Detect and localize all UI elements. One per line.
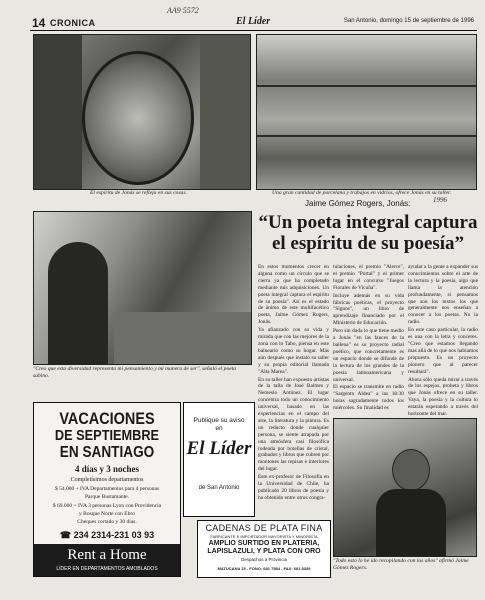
ad-brand-bar: [34, 544, 180, 576]
paragraph: ayudar a la gente a expander sus conocimientos sobre el arte de la lectura y la poesía, algo que llama la atención profundamente, si pensamos que son los textos los que generalmente nos enseñan a conocer a los poetas. No la radio.: [408, 264, 478, 326]
handwritten-note: AA9 5572: [167, 6, 199, 15]
place-date: San Antonio, domingo 15 de septiembre de 1996: [343, 18, 474, 24]
photo-poet-bottles: [333, 418, 477, 557]
paragraph: tulaciones, el premio "Alerce", el premio "Portal" y el primer lugar en el concurso "Juegos Florales de Vicuña".: [333, 264, 404, 291]
person-body: [376, 489, 446, 556]
shelf-dark: [34, 35, 82, 189]
paragraph: En estos momentos crecer en alguna como un círculo que se cierra ya que ha completado mediante mis adquisiciones. Un poeta integral captura el espíritu de su poesía". Así es el estado de ánimo de este multifacético poeta, Jaime Gómez Rogers, Jonás.: [258, 264, 329, 326]
ad-line: Completísimos departamentos: [70, 477, 144, 483]
photo-mirror-reflection: [33, 34, 251, 190]
ad-subtitle: 4 días y 3 noches: [74, 464, 139, 474]
person-head: [392, 449, 430, 491]
ad-publique-el-lider[interactable]: [183, 402, 255, 517]
ad-lider-top: Publique su aviso en: [193, 417, 245, 432]
ad-line: Parque Bustamante.: [85, 494, 129, 500]
paragraph: Incluye además en su vida fábricas poéticas, el proyecto "Signos", un libro de aprendizaje financiado por el Ministerio de Educación.: [333, 292, 404, 327]
paragraph: Pero sin duda lo que tiene medio a Jonás "en las fauces de la ballena" es su proyecto radial poético, que concretamente es un espacio donde se difunde de la lectura de los grandes de la poesía latinoamericana y universal.: [333, 328, 404, 383]
shelf-right: [200, 35, 250, 189]
article-column-2: [333, 264, 404, 414]
ad-line: Cheques cortado y 30 días.: [77, 519, 137, 525]
ad-cadenas-plata[interactable]: [197, 520, 331, 578]
ad-line: y Bosque Norte con Ebro: [79, 511, 135, 517]
article-column-3: [408, 264, 478, 418]
ad-cadenas-sub1: FABRICANTE E IMPORTADOR MAYORISTA Y MINORISTA: [210, 534, 318, 539]
ad-cadenas-sub2: AMPLIO SURTIDO EN PLATERIA,: [208, 540, 320, 547]
paragraph: Este ex-profesor de Filosofía en la Universidad de Chile, ha publicado 20 libros de poesía y ha obtenido entre otros congra-: [258, 474, 329, 501]
ad-phone-number: 234 2314-231 03 93: [73, 530, 155, 540]
ad-brand: Rent a Home: [67, 547, 147, 563]
ad-line: $ 69.000 + IVA 3 personas Lyon con Providencia: [52, 503, 162, 509]
ad-cadenas-footer: MATUCANA 15 - FONO: 681 7584 - FAX: 681 8339: [217, 566, 311, 571]
caption-top-left: El espíritu de Jonás se refleja en sus cosas.: [90, 190, 187, 196]
paragraph: Ya afianzado con su vida y mirada que con las mejores de la zona con lo Tabo, piensa en este balneario como su hogar. Más aún después que instaló su taller y su propia editorial llamada "Alta Marea".: [258, 327, 329, 375]
phone-icon: ☎: [59, 530, 72, 540]
table-surface: [114, 312, 251, 364]
ad-title-line1: VACACIONES: [59, 409, 155, 428]
paragraph: En su taller han expuesto artistas de la talla de José Balmes y Nemesio Antúnez. El lugar concentra todo un conocimiento universal, basado en las experiencias en el campo del arte, la literatura y la pintura. Es un reducto donde cualquier persona, se siente atrapada por una atmósfera casi filosófica rodeada por botellas de cristal, grabados y libros que cubren por montones las repisas e interiores del lugar.: [258, 376, 329, 473]
photo-porcelain-shelves: [256, 34, 477, 190]
ad-footer: LÍDER EN DEPARTAMENTOS AMOBLADOS: [56, 566, 158, 572]
mirror-shape: [82, 51, 194, 185]
ad-title-line3: EN SANTIAGO: [59, 444, 155, 461]
section-name: CRONICA: [50, 18, 96, 28]
ad-vacaciones-santiago[interactable]: [33, 402, 181, 577]
caption-middle-left: "Creo que esta diversidad representa mi pensamiento y mi manera de ser", señaló el poeta sabino.: [33, 366, 237, 379]
ad-cadenas-title: CADENAS DE PLATA FINA: [205, 523, 323, 533]
page-header: [30, 6, 477, 31]
ad-lider-name: El Líder: [186, 438, 252, 459]
ad-line: $ 54.000 + IVA Departamentos para 4 personas: [54, 486, 160, 492]
paragraph: En este caso particular, la radio es una con la letra y conceres. "Creo que estamos llegando mas allá de lo que nos habíamos propuesto. Es un proyecto pionero que al parecer resultará".: [408, 327, 478, 375]
photo-poet-portrait: [33, 211, 252, 365]
ad-cadenas-sub3: LAPISLAZULI, Y PLATA CON ORO: [207, 548, 321, 555]
ad-lider-bottom: de San Antonio: [198, 485, 240, 491]
caption-bottom-right: "Todo esto lo he ido recopilando con los años" afirmó Jaime Gómez Rogers.: [333, 558, 469, 571]
article-kicker: Jaime Gómez Rogers, Jonás:: [305, 199, 411, 208]
paragraph: Ahora sólo queda mirar a través de los espejos, probeta y libros que Jonás ofrece en su taller. Vaya, la poesía y la cultura lo estarán esperando a través del horizonte del mar.: [408, 376, 478, 418]
person-silhouette: [48, 242, 108, 364]
shelf-line: [257, 85, 476, 87]
ad-phone: [34, 530, 180, 541]
paragraph: El espacio se transmite en radio "Sargento Aldea" a las 18:30 horas sagradamente todos los miércoles. Su finalidad es: [333, 384, 404, 412]
shelf-line: [257, 135, 476, 137]
ad-cadenas-sub4: Despachos a Provincia: [240, 557, 288, 562]
caption-top-right: Una gran cantidad de porcelana y trabajos en vidrios, ofrece Jonás en su taller.: [272, 190, 452, 196]
page-number: 14: [32, 16, 46, 30]
paper-name: El Líder: [236, 16, 271, 27]
article-headline: “Un poeta integral captura el espíritu de su poesía”: [258, 212, 478, 254]
year-note: 1996: [433, 196, 447, 204]
ad-title-line2: DE SEPTIEMBRE: [54, 427, 160, 444]
